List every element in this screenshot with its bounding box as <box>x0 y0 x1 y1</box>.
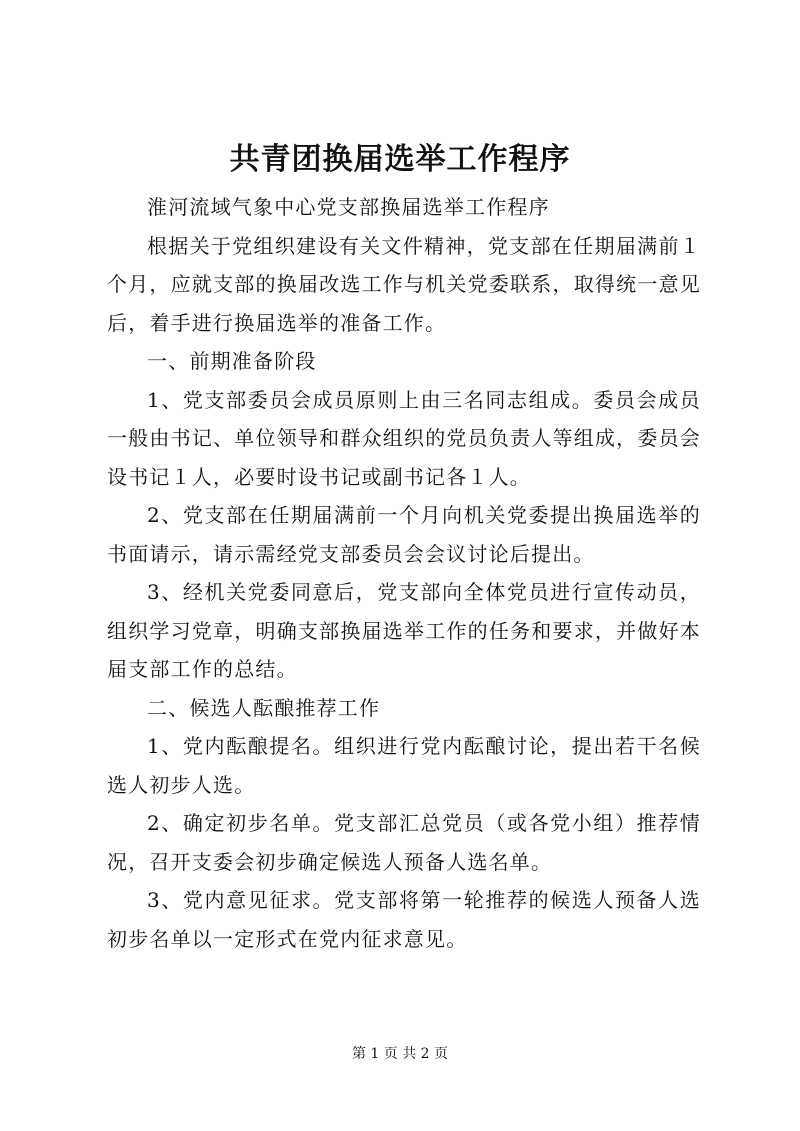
paragraph-item: 2、党支部在任期届满前一个月向机关党委提出换届选举的书面请示，请示需经党支部委员会会议讨论后提出。 <box>107 503 701 566</box>
section-heading-preparation: 一、前期准备阶段 <box>147 349 317 373</box>
paragraph-item: 1、党支部委员会成员原则上由三名同志组成。委员会成员一般由书记、单位领导和群众组织的党员负责人等组成，委员会设书记１人，必要时设书记或副书记各１人。 <box>107 387 701 489</box>
page-title: 共青团换届选举工作程序 <box>229 142 571 177</box>
document-body <box>107 188 701 958</box>
paragraph-intro: 根据关于党组织建设有关文件精神，党支部在任期届满前１个月，应就支部的换届改选工作与机关党委联系，取得统一意见后，着手进行换届选举的准备工作。 <box>107 233 701 335</box>
paragraph-item: 2、确定初步名单。党支部汇总党员（或各党小组）推荐情况，召开支委会初步确定候选人预备人选名单。 <box>107 811 701 874</box>
paragraph-item: 3、党内意见征求。党支部将第一轮推荐的候选人预备人选初步名单以一定形式在党内征求意见。 <box>107 888 701 951</box>
paragraph-item: 3、经机关党委同意后，党支部向全体党员进行宣传动员，组织学习党章，明确支部换届选举工作的任务和要求，并做好本届支部工作的总结。 <box>107 580 701 681</box>
paragraph-item: 1、党内酝酿提名。组织进行党内酝酿讨论，提出若干名候选人初步人选。 <box>107 734 701 797</box>
paragraph-subtitle: 淮河流域气象中心党支部换届选举工作程序 <box>147 195 550 219</box>
page-number-footer: 第 1 页 共 2 页 <box>351 1046 449 1062</box>
section-heading-candidates: 二、候选人酝酿推荐工作 <box>147 695 381 720</box>
